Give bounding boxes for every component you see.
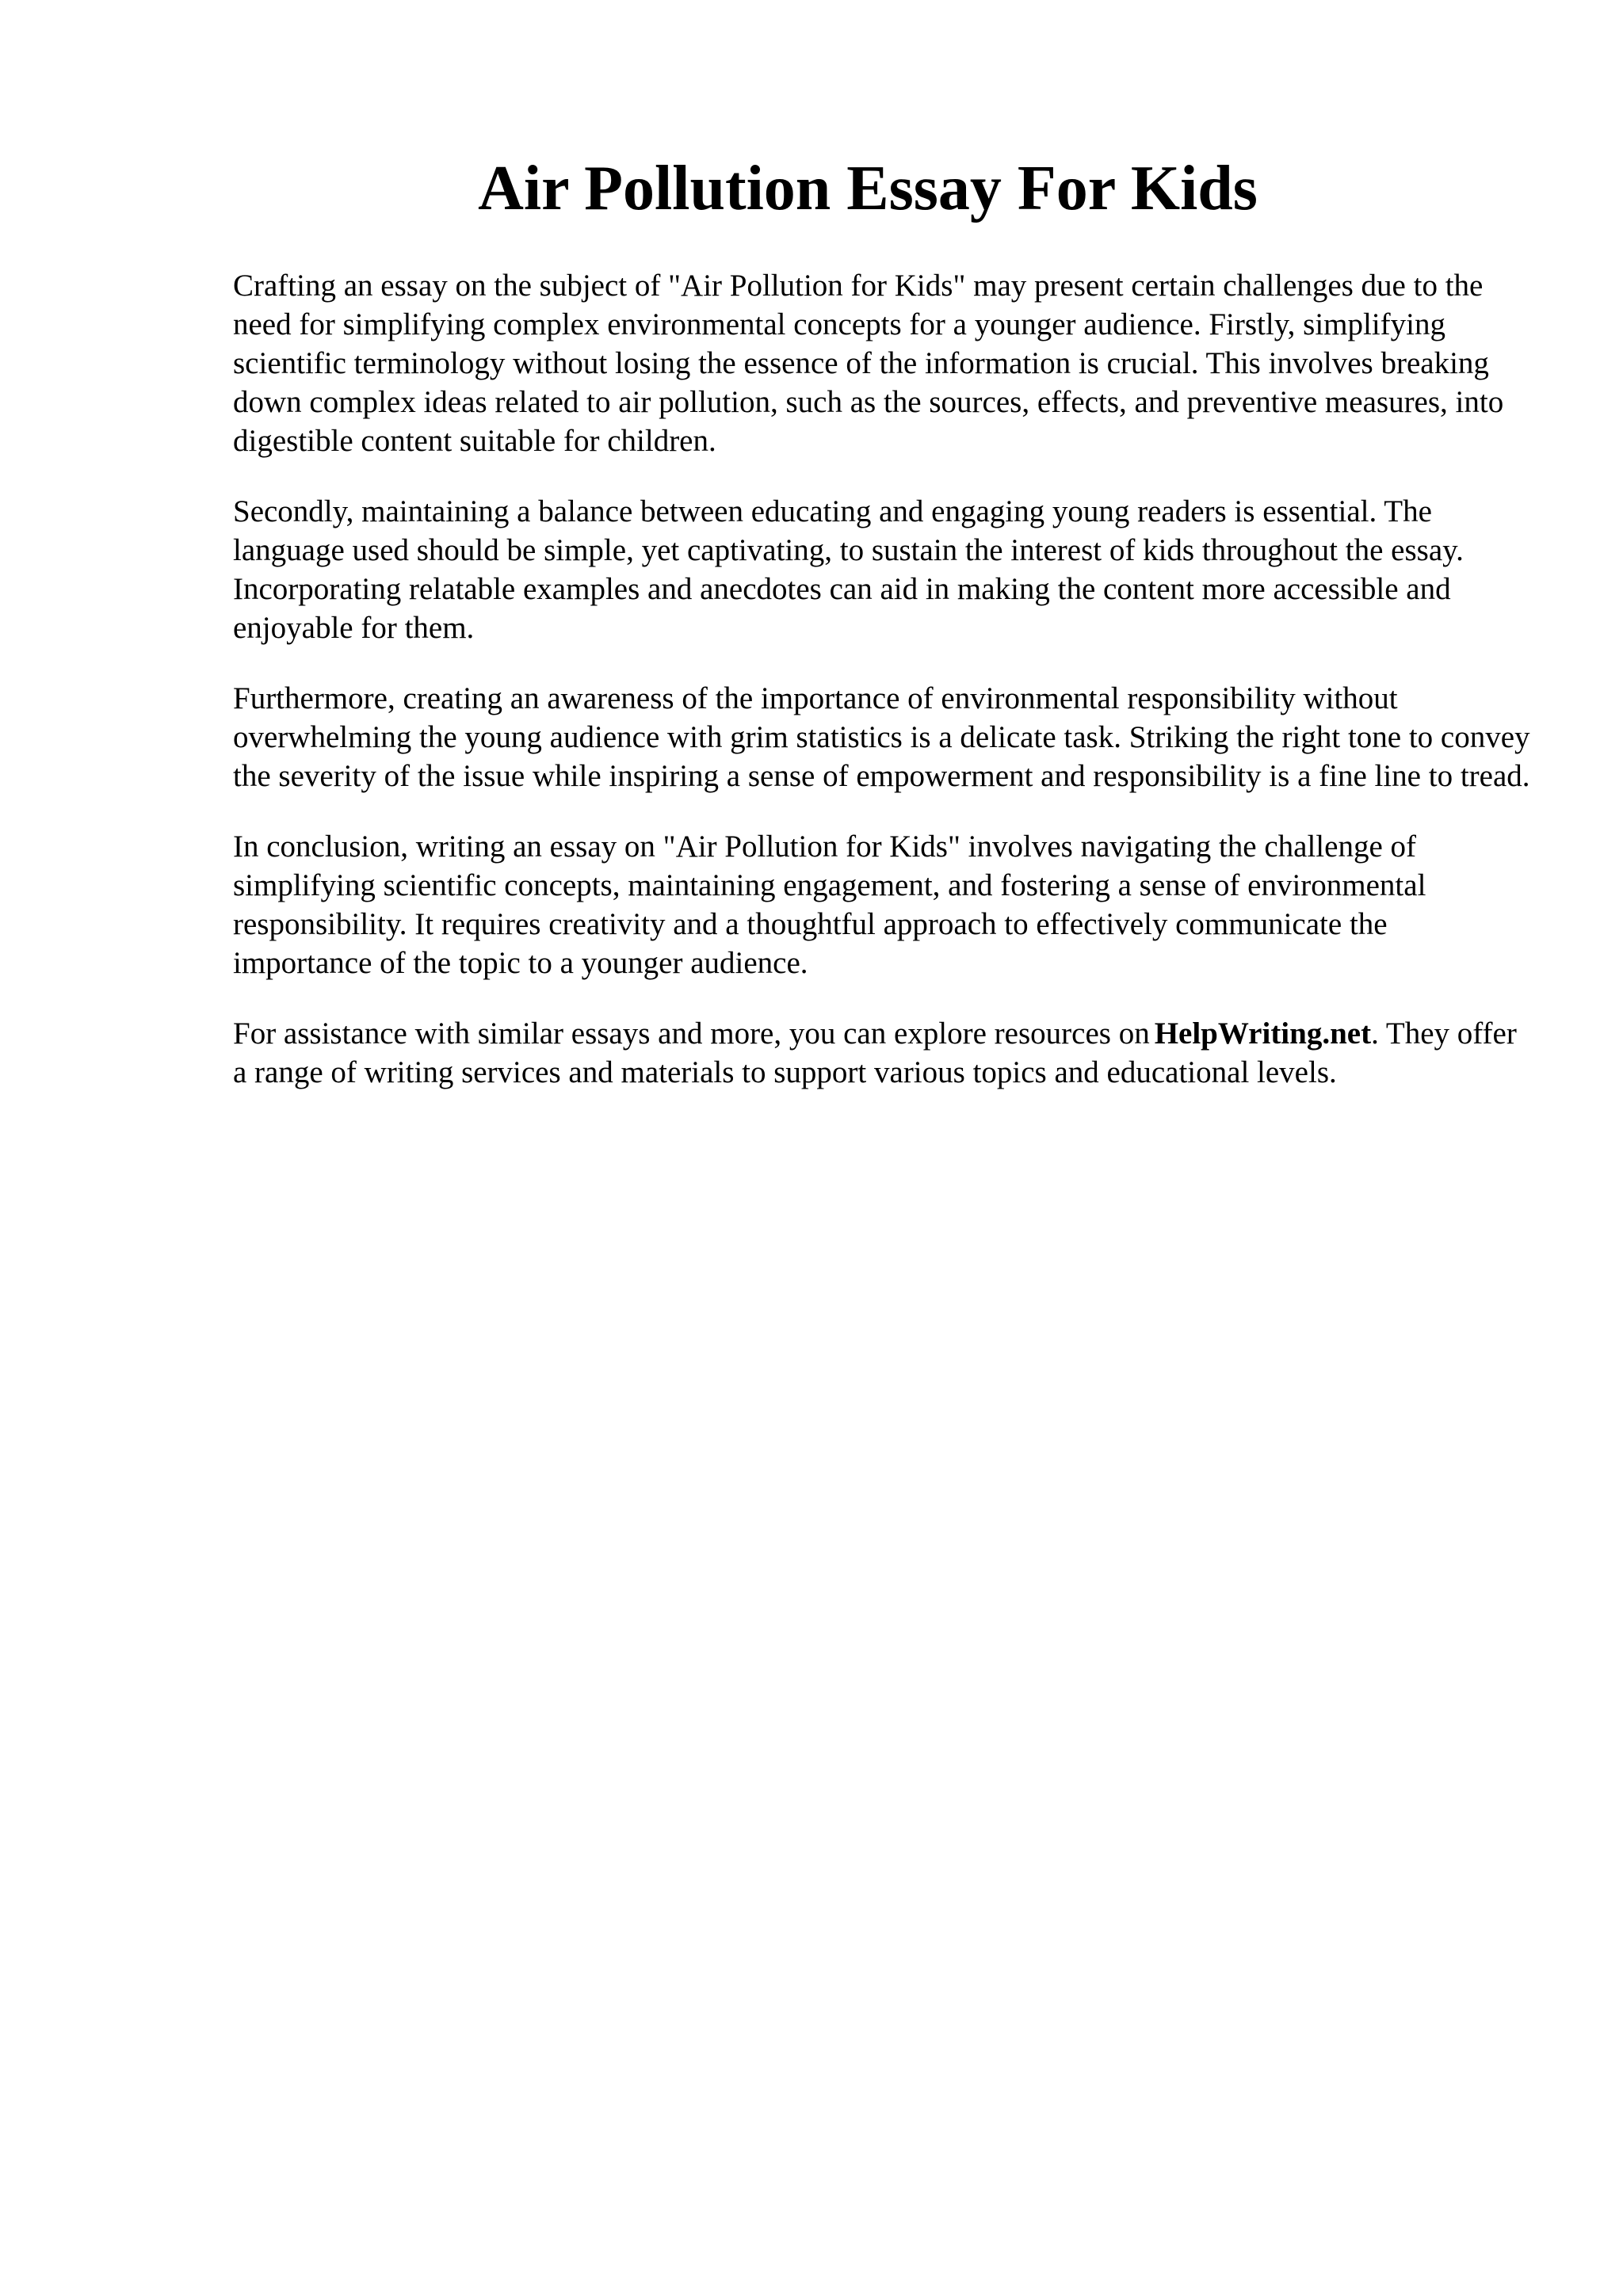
closing-text-before-link: For assistance with similar essays and more, you can explore resources on <box>233 1016 1150 1051</box>
document-title: Air Pollution Essay For Kids <box>478 154 1258 223</box>
paragraph-1: Crafting an essay on the subject of "Air Pollution for Kids" may present certain challenges due to the need for simplifying complex environmental concepts for a younger audience. Firstly, simplifying scientific terminology without losing the essence of the information is crucial. This involves breaking down complex ideas related to air pollution, such as the sources, effects, and preventive measures, into digestible content suitable for children. <box>233 269 1504 458</box>
paragraph-2: Secondly, maintaining a balance between educating and engaging young readers is essential. The language used should be simple, yet captivating, to sustain the interest of kids throughout the essay. Incorporating relatable examples and anecdotes can aid in making the content more accessible and enjoyable for them. <box>233 494 1464 645</box>
helpwriting-link[interactable]: HelpWriting.net <box>1154 1016 1372 1051</box>
paragraph-4: In conclusion, writing an essay on "Air Pollution for Kids" involves navigating the challenge of simplifying scientific concepts, maintaining engagement, and fostering a sense of environmental responsibility. It requires creativity and a thoughtful approach to effectively communicate the importance of the topic to a younger audience. <box>233 830 1426 980</box>
closing-text-after-link: . They offer a range of writing services and materials to support various topics and educational levels. <box>233 1016 1517 1089</box>
paragraph-3: Furthermore, creating an awareness of the importance of environmental responsibility without overwhelming the young audience with grim statistics is a delicate task. Striking the right tone to convey the severity of the issue while inspiring a sense of empowerment and responsibility is a fine line to tread. <box>233 681 1530 793</box>
closing-paragraph <box>233 1014 1533 1092</box>
document-body <box>233 266 1533 1123</box>
